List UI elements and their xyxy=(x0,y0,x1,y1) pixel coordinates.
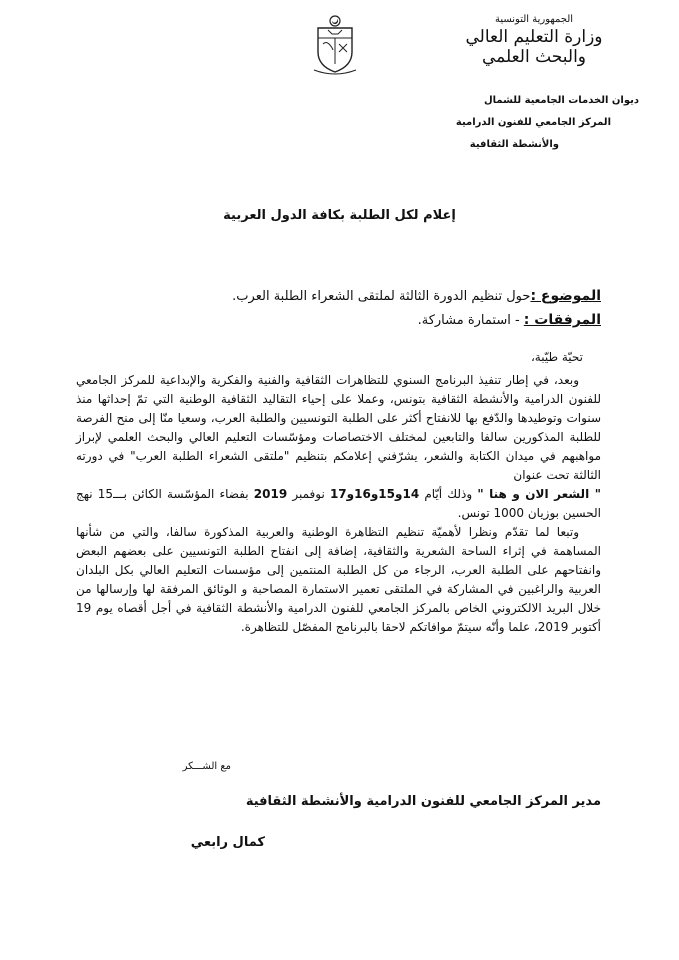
attachments-label: المرفقات : xyxy=(523,312,601,328)
office-line-2: المركز الجامعي للفنون الدرامية xyxy=(455,117,611,128)
signatory-name: كمال رابعي xyxy=(190,835,265,850)
coat-of-arms-icon xyxy=(312,14,358,76)
event-title: " الشعر الان و هنا " xyxy=(477,487,601,501)
office-line-3: والأنشطة الثقافية xyxy=(469,139,559,150)
republic-label: الجمهورية التونسية xyxy=(494,14,574,25)
subject-label: الموضوع : xyxy=(530,288,601,304)
p2-text-b: نوفمبر xyxy=(292,487,325,501)
attachments-text: - استمارة مشاركة. xyxy=(417,313,520,328)
office-block xyxy=(409,90,639,156)
closing-thanks: مع الشـــكر xyxy=(182,761,231,772)
event-year: 2019 xyxy=(253,487,288,501)
signatory-title: مدير المركز الجامعي للفنون الدرامية والأنشطة الثقافية xyxy=(245,794,601,809)
attachments-line xyxy=(418,312,601,328)
p2-text-c: بفضاء المؤسّسة الكائن بـــ15 نهج الحسين بوزيان 1000 تونس. xyxy=(76,487,601,520)
office-line-1: ديوان الخدمات الجامعية للشمال xyxy=(484,95,639,106)
subject-line xyxy=(232,288,601,304)
paragraph-3: وتبعا لما تقدّم ونظرا لأهميّة تنظيم التظاهرة الوطنية والعربية المذكورة سالفا، والتي من شأنها المساهمة في إثراء الساحة الشعرية والثقافية، إضافة إلى انفتاح الطلبة التونسيين على بعضهم البعض وانفتاحهم على الطلبة العرب، الرجاء من كل الطلبة المنتمين إلى مؤسسات التعليم العالي بكل البلدان العربية والراغبين في المشاركة في الملتقى تعمير الاستمارة المصاحبة و الوثائق المرفقة لها وإرسالها من خلال البريد الالكتروني الخاص بالمركز الجامعي للفنون الدرامية والأنشطة الثقافية في أجل أقصاه يوم 19 أكتوبر 2019، علما وأنّه سيتمّ موافاتكم لاحقا بالبرنامج المفصّل للتظاهرة. xyxy=(76,525,601,634)
paragraph-1: وبعد، في إطار تنفيذ البرنامج السنوي للتظاهرات الثقافية والفنية والفكرية والإبداعية للمركز الجامعي للفنون الدرامية والأنشطة الثقافية بتونس، وعملا على إحياء التقاليد الثقافية الوطنية التي تمّ إحداثها منذ سنوات وتوطيدها والدّفع بها للانفتاح أكثر على الطلبة التونسيين والطلبة العرب، وسعيا منّا إلى منح الفرصة للطلبة المذكورين سالفا والتابعين لمختلف الاختصاصات ومؤسّسات التعليم العالي والبحث العلمي لإبراز مواهبهم في ميدان الكتابة والشعر، يشرّفني إعلامكم بتنظيم "ملتقى الشعراء الطلبة العرب" في دورته الثالثة تحت عنوان xyxy=(76,373,601,482)
greeting: تحيّة طيّبة، xyxy=(530,350,583,364)
p2-text-a: وذلك أيّام xyxy=(424,487,473,501)
paragraph-2 xyxy=(76,485,601,523)
ministry-name-line2: والبحث العلمي xyxy=(481,47,587,67)
event-days: 14و15و16و17 xyxy=(329,487,420,501)
ministry-header xyxy=(429,14,639,67)
ministry-name-line1: وزارة التعليم العالي xyxy=(465,27,603,47)
letter-title: إعلام لكل الطلبة بكافة الدول العربية xyxy=(223,208,456,223)
subject-text: حول تنظيم الدورة الثالثة لملتقى الشعراء الطلبة العرب. xyxy=(232,289,531,304)
letter-body xyxy=(76,348,601,637)
